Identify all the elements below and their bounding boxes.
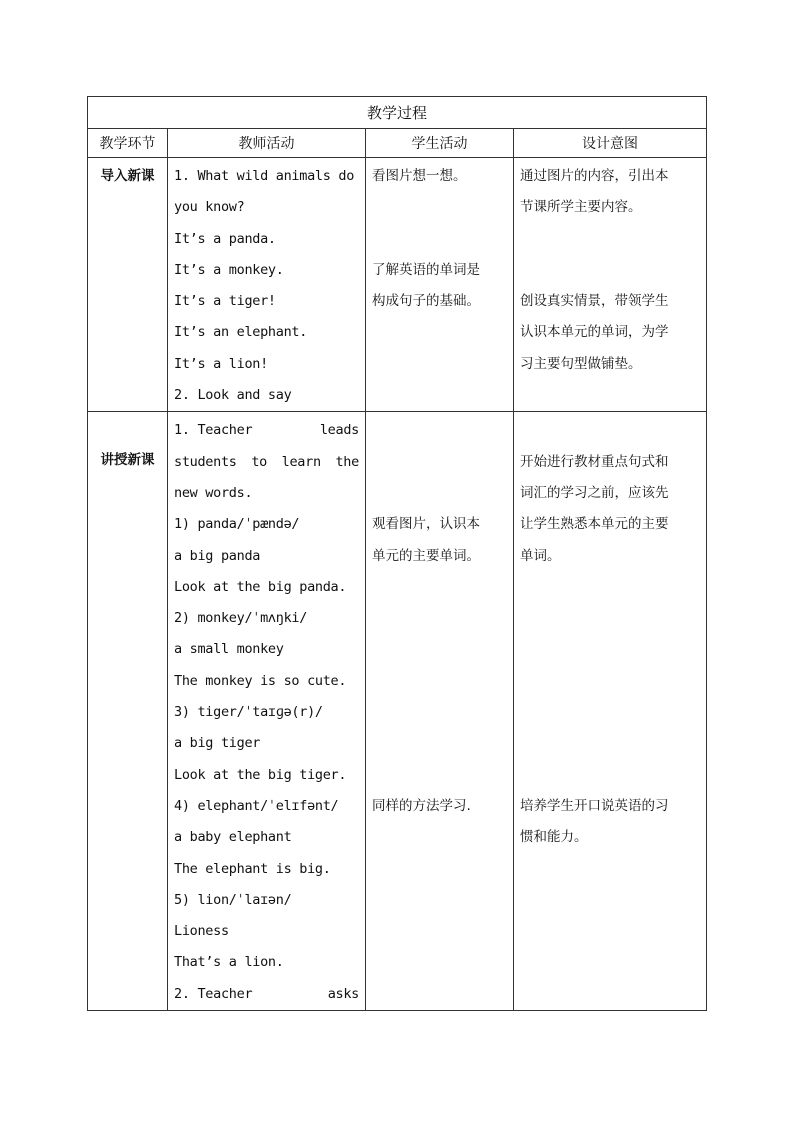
design-line: 惯和能力。 (520, 829, 588, 846)
design-line: 认识本单元的单词，为学 (520, 324, 669, 341)
teacher-line: 4) elephant/ˈelɪfənt/ (174, 797, 339, 814)
table-row (88, 412, 707, 1011)
teacher-line: The elephant is big. (174, 860, 331, 877)
teacher-word: asks (327, 985, 359, 1002)
teacher-word: learn (281, 453, 321, 470)
design-intent-cell (514, 412, 707, 1011)
teacher-line (174, 979, 359, 1010)
header-student-activity: 学生活动 (366, 129, 514, 158)
teacher-line: 3) tiger/ˈtaɪɡə(r)/ (174, 704, 323, 721)
teacher-line: 2. Look and say (174, 387, 292, 404)
student-line: 看图片想一想。 (372, 168, 467, 184)
teacher-word: the (335, 453, 359, 470)
design-line: 培养学生开口说英语的习 (520, 797, 669, 814)
design-intent-cell (514, 158, 707, 412)
teacher-line: new words. (174, 484, 253, 501)
teacher-word: 2. Teacher (174, 985, 253, 1002)
teacher-line: Lioness (174, 923, 229, 940)
teacher-line: It’s a panda. (174, 230, 276, 247)
design-line: 让学生熟悉本单元的主要 (520, 516, 669, 533)
design-line: 开始进行教材重点句式和 (520, 453, 669, 470)
student-line: 了解英语的单词是 (372, 261, 480, 278)
student-line: 构成句子的基础。 (372, 293, 480, 310)
teacher-line: The monkey is so cute. (174, 672, 347, 689)
student-line: 单元的主要单词。 (372, 547, 480, 564)
stage-cell: 导入新课 (88, 158, 168, 412)
teacher-line (174, 415, 359, 446)
teacher-line (174, 447, 359, 478)
teacher-line: It’s an elephant. (174, 324, 308, 341)
teacher-line: a big panda (174, 547, 261, 564)
stage-cell (88, 412, 168, 1011)
design-line: 词汇的学习之前，应该先 (520, 484, 669, 501)
teacher-activity-cell (168, 412, 366, 1011)
design-line: 通过图片的内容，引出本 (520, 168, 669, 184)
teacher-line: It’s a monkey. (174, 261, 284, 278)
stage-label: 讲授新课 (100, 452, 155, 469)
table-row (88, 158, 707, 412)
design-line: 创设真实情景，带领学生 (520, 293, 669, 310)
student-activity-cell (366, 158, 514, 412)
design-line: 习主要句型做铺垫。 (520, 355, 642, 372)
design-line: 节课所学主要内容。 (520, 199, 642, 216)
teacher-line: It’s a lion! (174, 355, 268, 372)
header-stage: 教学环节 (88, 129, 168, 158)
student-activity-cell (366, 412, 514, 1011)
teacher-line: a small monkey (174, 641, 284, 658)
teacher-word: 1. Teacher (174, 422, 253, 439)
teacher-line: 2) monkey/ˈmʌŋki/ (174, 610, 308, 627)
teacher-line: you know? (174, 199, 245, 216)
lesson-process-table (87, 96, 707, 1011)
teacher-line: a big tiger (174, 735, 261, 752)
table-title: 教学过程 (88, 97, 707, 129)
teacher-line: That’s a lion. (174, 954, 284, 971)
teacher-line: It’s a tiger! (174, 293, 276, 310)
design-line: 单词。 (520, 547, 561, 564)
teacher-line: Look at the big panda. (174, 578, 347, 595)
teacher-word: to (251, 453, 267, 470)
teacher-activity-cell (168, 158, 366, 412)
teacher-word: leads (319, 422, 359, 439)
teacher-word: students (174, 453, 237, 470)
teacher-line: 1) panda/ˈpændə/ (174, 516, 300, 533)
teacher-line: a baby elephant (174, 829, 292, 846)
header-design-intent: 设计意图 (514, 129, 707, 158)
student-line: 同样的方法学习. (372, 797, 471, 814)
teacher-line: Look at the big tiger. (174, 766, 347, 783)
header-teacher-activity: 教师活动 (168, 129, 366, 158)
student-line: 观看图片，认识本 (372, 516, 480, 533)
teacher-line: 1. What wild animals do (174, 168, 355, 184)
teacher-line: 5) lion/ˈlaɪən/ (174, 891, 292, 908)
